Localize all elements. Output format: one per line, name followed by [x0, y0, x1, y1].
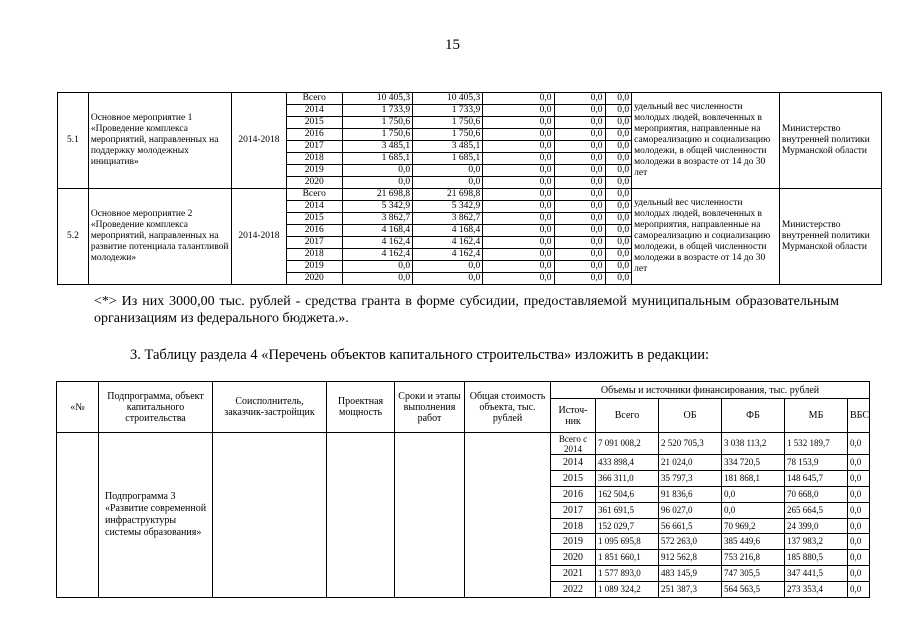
value-cell: 0,0: [605, 261, 632, 273]
value-cell: 0,0: [342, 177, 412, 189]
value-cell: 0,0: [483, 249, 554, 261]
value-cell: 0,0: [483, 261, 554, 273]
year-cell: 2022: [551, 582, 596, 598]
value-cell: 5 342,9: [342, 201, 412, 213]
measure-name: Основное мероприятие 2 «Проведение комплекса мероприятий, направленных на развитие потенциала талантливой молодежи»: [88, 189, 232, 285]
value-cell: 0,0: [483, 213, 554, 225]
value-cell: 0,0: [483, 189, 554, 201]
value-cell: 0,0: [605, 273, 632, 285]
header-capacity: Проектная мощность: [327, 382, 395, 433]
header-mb: МБ: [785, 399, 848, 433]
value-cell: 24 399,0: [785, 518, 848, 534]
value-cell: 0,0: [554, 273, 605, 285]
value-cell: 4 168,4: [413, 225, 483, 237]
value-cell: 4 168,4: [342, 225, 412, 237]
value-cell: 0,0: [413, 177, 483, 189]
value-cell: 56 661,5: [659, 518, 722, 534]
value-cell: 0,0: [605, 165, 632, 177]
value-cell: 35 797,3: [659, 470, 722, 486]
value-cell: 0,0: [605, 237, 632, 249]
value-cell: 137 983,2: [785, 534, 848, 550]
value-cell: 1 733,9: [413, 105, 483, 117]
value-cell: 0,0: [605, 189, 632, 201]
row-num-cell: [57, 433, 99, 598]
value-cell: 0,0: [554, 237, 605, 249]
value-cell: 70 668,0: [785, 486, 848, 502]
measure-number: 5.1: [58, 93, 89, 189]
header-funding: Объемы и источники финансирования, тыс. рублей: [551, 382, 870, 399]
year-cell: 2015: [286, 213, 342, 225]
value-cell: 0,0: [413, 273, 483, 285]
value-cell: 0,0: [483, 93, 554, 105]
value-cell: 0,0: [413, 165, 483, 177]
year-cell: 2018: [286, 249, 342, 261]
value-cell: 0,0: [554, 201, 605, 213]
value-cell: 0,0: [848, 518, 870, 534]
value-cell: 0,0: [483, 273, 554, 285]
value-cell: 21 698,8: [342, 189, 412, 201]
value-cell: 1 750,6: [413, 117, 483, 129]
header-vbs: ВБС: [848, 399, 870, 433]
value-cell: 0,0: [605, 201, 632, 213]
section-heading: 3. Таблицу раздела 4 «Перечень объектов капитального строительства» изложить в редакции:: [130, 347, 709, 363]
table-row: [58, 189, 882, 201]
value-cell: 0,0: [848, 486, 870, 502]
value-cell: 0,0: [605, 249, 632, 261]
value-cell: 0,0: [554, 165, 605, 177]
header-num: «№: [57, 382, 99, 433]
footnote: <*> Из них 3000,00 тыс. рублей - средства гранта в форме субсидии, предоставляемой муниципальным образовательным организациям из федерального бюджета.».: [94, 294, 839, 326]
value-cell: 4 162,4: [342, 249, 412, 261]
value-cell: 0,0: [848, 433, 870, 455]
value-cell: 0,0: [483, 237, 554, 249]
value-cell: 3 862,7: [413, 213, 483, 225]
value-cell: 433 898,4: [596, 455, 659, 471]
value-cell: 0,0: [722, 486, 785, 502]
year-cell: Всего с 2014: [551, 433, 596, 455]
value-cell: 1 750,6: [413, 129, 483, 141]
value-cell: 0,0: [848, 455, 870, 471]
year-cell: 2019: [286, 261, 342, 273]
value-cell: 0,0: [605, 117, 632, 129]
value-cell: 0,0: [554, 225, 605, 237]
value-cell: 564 563,5: [722, 582, 785, 598]
year-cell: 2020: [286, 177, 342, 189]
executor-text: Министерство внутренней политики Мурманской области: [779, 93, 881, 189]
year-cell: 2019: [286, 165, 342, 177]
value-cell: 0,0: [483, 117, 554, 129]
value-cell: 0,0: [605, 129, 632, 141]
value-cell: 1 685,1: [342, 153, 412, 165]
value-cell: 1 532 189,7: [785, 433, 848, 455]
year-cell: 2014: [286, 105, 342, 117]
value-cell: 0,0: [848, 502, 870, 518]
value-cell: 0,0: [554, 213, 605, 225]
year-cell: 2016: [551, 486, 596, 502]
value-cell: 0,0: [483, 141, 554, 153]
value-cell: 0,0: [605, 153, 632, 165]
year-cell: 2017: [286, 141, 342, 153]
value-cell: 148 645,7: [785, 470, 848, 486]
year-cell: 2016: [286, 225, 342, 237]
value-cell: 385 449,6: [722, 534, 785, 550]
value-cell: 0,0: [605, 213, 632, 225]
value-cell: 366 311,0: [596, 470, 659, 486]
value-cell: 4 162,4: [342, 237, 412, 249]
value-cell: 251 387,3: [659, 582, 722, 598]
header-source: Источ-ник: [551, 399, 596, 433]
value-cell: 96 027,0: [659, 502, 722, 518]
value-cell: 0,0: [554, 249, 605, 261]
indicator-text: удельный вес численности молодых людей, вовлеченных в мероприятия, направленные на самореализацию и социализацию молодежи, в общей численности молодежи в возрасте от 14 до 30 лет: [632, 93, 780, 189]
year-cell: 2016: [286, 129, 342, 141]
year-cell: 2020: [286, 273, 342, 285]
value-cell: 0,0: [605, 177, 632, 189]
value-cell: 334 720,5: [722, 455, 785, 471]
header-cost: Общая стоимость объекта, тыс. рублей: [465, 382, 551, 433]
construction-objects-table: [56, 381, 870, 598]
cost-cell: [465, 433, 551, 598]
value-cell: 185 880,5: [785, 550, 848, 566]
value-cell: 70 969,2: [722, 518, 785, 534]
table-row: [57, 433, 870, 455]
measure-number: 5.2: [58, 189, 89, 285]
header-executor: Соисполнитель, заказчик-застройщик: [213, 382, 327, 433]
value-cell: 4 162,4: [413, 237, 483, 249]
value-cell: 1 685,1: [413, 153, 483, 165]
value-cell: 0,0: [554, 261, 605, 273]
value-cell: 162 504,6: [596, 486, 659, 502]
value-cell: 347 441,5: [785, 566, 848, 582]
value-cell: 0,0: [554, 129, 605, 141]
value-cell: 7 091 008,2: [596, 433, 659, 455]
value-cell: 0,0: [554, 105, 605, 117]
value-cell: 0,0: [483, 225, 554, 237]
value-cell: 912 562,8: [659, 550, 722, 566]
value-cell: 0,0: [483, 177, 554, 189]
value-cell: 753 216,8: [722, 550, 785, 566]
year-cell: 2017: [551, 502, 596, 518]
value-cell: 0,0: [554, 141, 605, 153]
value-cell: 0,0: [605, 105, 632, 117]
value-cell: 3 485,1: [413, 141, 483, 153]
value-cell: 0,0: [605, 93, 632, 105]
value-cell: 0,0: [605, 141, 632, 153]
value-cell: 181 868,1: [722, 470, 785, 486]
value-cell: 0,0: [483, 105, 554, 117]
measure-period: 2014-2018: [232, 93, 286, 189]
value-cell: 152 029,7: [596, 518, 659, 534]
value-cell: 572 263,0: [659, 534, 722, 550]
value-cell: 0,0: [848, 566, 870, 582]
value-cell: 0,0: [554, 153, 605, 165]
value-cell: 0,0: [722, 502, 785, 518]
value-cell: 0,0: [554, 189, 605, 201]
value-cell: 1 851 660,1: [596, 550, 659, 566]
measure-name: Основное мероприятие 1 «Проведение комплекса мероприятий, направленных на поддержку молодежных инициатив»: [88, 93, 232, 189]
value-cell: 0,0: [483, 201, 554, 213]
value-cell: 1 750,6: [342, 117, 412, 129]
value-cell: 0,0: [554, 93, 605, 105]
value-cell: 0,0: [848, 534, 870, 550]
year-cell: 2018: [286, 153, 342, 165]
value-cell: 0,0: [483, 129, 554, 141]
value-cell: 1 095 695,8: [596, 534, 659, 550]
header-terms: Сроки и этапы выполнения работ: [395, 382, 465, 433]
value-cell: 747 305,5: [722, 566, 785, 582]
value-cell: 0,0: [483, 153, 554, 165]
value-cell: 5 342,9: [413, 201, 483, 213]
value-cell: 0,0: [605, 225, 632, 237]
value-cell: 0,0: [342, 273, 412, 285]
value-cell: 273 353,4: [785, 582, 848, 598]
year-cell: 2020: [551, 550, 596, 566]
value-cell: 4 162,4: [413, 249, 483, 261]
header-total: Всего: [596, 399, 659, 433]
value-cell: 0,0: [554, 177, 605, 189]
value-cell: 3 485,1: [342, 141, 412, 153]
year-cell: 2014: [551, 455, 596, 471]
subprogram-name: Подпрограмма 3 «Развитие современной инфраструктуры системы образования»: [99, 433, 213, 598]
value-cell: 0,0: [483, 165, 554, 177]
value-cell: 21 024,0: [659, 455, 722, 471]
measures-table: [57, 92, 882, 285]
value-cell: 0,0: [554, 117, 605, 129]
value-cell: 0,0: [848, 550, 870, 566]
value-cell: 1 750,6: [342, 129, 412, 141]
value-cell: 1 577 893,0: [596, 566, 659, 582]
capacity-cell: [327, 433, 395, 598]
value-cell: 265 664,5: [785, 502, 848, 518]
value-cell: 10 405,3: [342, 93, 412, 105]
value-cell: 1 089 324,2: [596, 582, 659, 598]
header-subprogram: Подпрограмма, объект капитального строительства: [99, 382, 213, 433]
value-cell: 3 038 113,2: [722, 433, 785, 455]
value-cell: 78 153,9: [785, 455, 848, 471]
table-row: [58, 93, 882, 105]
executor-cell: [213, 433, 327, 598]
year-cell: 2021: [551, 566, 596, 582]
header-fb: ФБ: [722, 399, 785, 433]
year-cell: 2018: [551, 518, 596, 534]
measure-period: 2014-2018: [232, 189, 286, 285]
year-cell: 2017: [286, 237, 342, 249]
value-cell: 2 520 705,3: [659, 433, 722, 455]
value-cell: 0,0: [848, 470, 870, 486]
page-number: 15: [445, 37, 460, 53]
value-cell: 0,0: [848, 582, 870, 598]
terms-cell: [395, 433, 465, 598]
value-cell: 0,0: [342, 261, 412, 273]
year-cell: 2015: [286, 117, 342, 129]
value-cell: 3 862,7: [342, 213, 412, 225]
value-cell: 361 691,5: [596, 502, 659, 518]
value-cell: 1 733,9: [342, 105, 412, 117]
value-cell: 91 836,6: [659, 486, 722, 502]
value-cell: 483 145,9: [659, 566, 722, 582]
indicator-text: удельный вес численности молодых людей, вовлеченных в мероприятия, направленные на самореализацию и социализацию молодежи, в общей численности молодежи в возрасте от 14 до 30 лет: [632, 189, 780, 285]
year-cell: 2015: [551, 470, 596, 486]
year-cell: 2019: [551, 534, 596, 550]
value-cell: 10 405,3: [413, 93, 483, 105]
value-cell: 21 698,8: [413, 189, 483, 201]
year-cell: Всего: [286, 189, 342, 201]
value-cell: 0,0: [413, 261, 483, 273]
year-cell: 2014: [286, 201, 342, 213]
year-cell: Всего: [286, 93, 342, 105]
executor-text: Министерство внутренней политики Мурманской области: [779, 189, 881, 285]
header-ob: ОБ: [659, 399, 722, 433]
value-cell: 0,0: [342, 165, 412, 177]
